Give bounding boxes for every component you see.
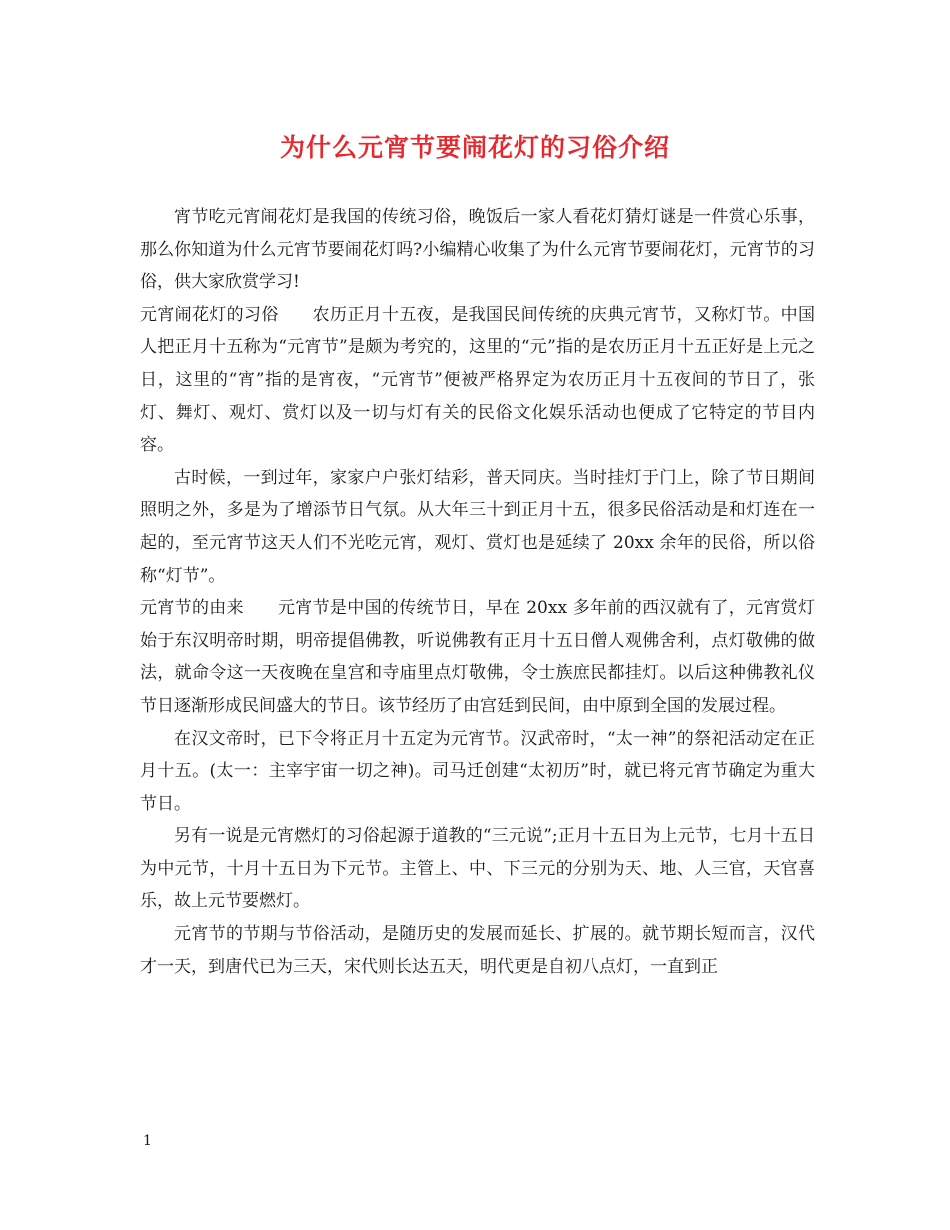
section-heading-origin: 元宵节的由来: [140, 598, 244, 619]
body-paragraph-ancient-times: 古时候，一到过年，家家户户张灯结彩，普天同庆。当时挂灯于门上，除了节日期间照明之外，多是为了增添节日气氛。从大年三十到正月十五，很多民俗活动是和灯连在一起的，至元宵节这天人们不光吃元宵，观灯、赏灯也是延续了 20xx 余年的民俗，所以俗称“灯节”。: [140, 467, 815, 586]
document-body: [140, 201, 815, 983]
section-heading-lantern-custom: 元宵闹花灯的习俗: [140, 304, 279, 325]
section-paragraph-lantern-custom: [140, 299, 815, 462]
body-paragraph-han-dynasty: 在汉文帝时，已下令将正月十五定为元宵节。汉武帝时，“太一神”的祭祀活动定在正月十五。(太一：主宰宇宙一切之神)。司马迁创建“太初历”时，就已将元宵节确定为重大节日。: [140, 728, 815, 814]
section-paragraph-origin: [140, 592, 815, 722]
section-text-lantern-custom: 农历正月十五夜，是我国民间传统的庆典元宵节，又称灯节。中国人把正月十五称为“元宵节”是颇为考究的，这里的“元”指的是农历正月十五正好是上元之日，这里的“宵”指的是宵夜，“元宵节”便被严格界定为农历正月十五夜间的节日了，张灯、舞灯、观灯、赏灯以及一切与灯有关的民俗文化娱乐活动也便成了它特定的节目内容。: [140, 304, 816, 456]
page-number: 1: [143, 1133, 152, 1149]
intro-paragraph: 宵节吃元宵闹花灯是我国的传统习俗，晚饭后一家人看花灯猜灯谜是一件赏心乐事，那么你知道为什么元宵节要闹花灯吗?小编精心收集了为什么元宵节要闹花灯，元宵节的习俗，供大家欣赏学习!: [140, 207, 815, 293]
page-title: 为什么元宵节要闹花灯的习俗介绍: [279, 133, 670, 162]
body-paragraph-taoism: 另有一说是元宵燃灯的习俗起源于道教的“三元说”;正月十五日为上元节，七月十五日为中元节，十月十五日为下元节。主管上、中、下三元的分别为天、地、人三官，天官喜乐，故上元节要燃灯。: [140, 826, 815, 912]
section-text-origin: 元宵节是中国的传统节日，早在 20xx 多年前的西汉就有了，元宵赏灯始于东汉明帝时期，明帝提倡佛教，听说佛教有正月十五日僧人观佛舍利，点灯敬佛的做法，就命令这一天夜晚在皇宫和寺庙里点灯敬佛，令士族庶民都挂灯。以后这种佛教礼仪节日逐渐形成民间盛大的节日。该节经历了由宫廷到民间，由中原到全国的发展过程。: [140, 598, 815, 716]
body-paragraph-festival-duration: 元宵节的节期与节俗活动，是随历史的发展而延长、扩展的。就节期长短而言，汉代才一天，到唐代已为三天，宋代则长达五天，明代更是自初八点灯，一直到正: [140, 924, 815, 977]
